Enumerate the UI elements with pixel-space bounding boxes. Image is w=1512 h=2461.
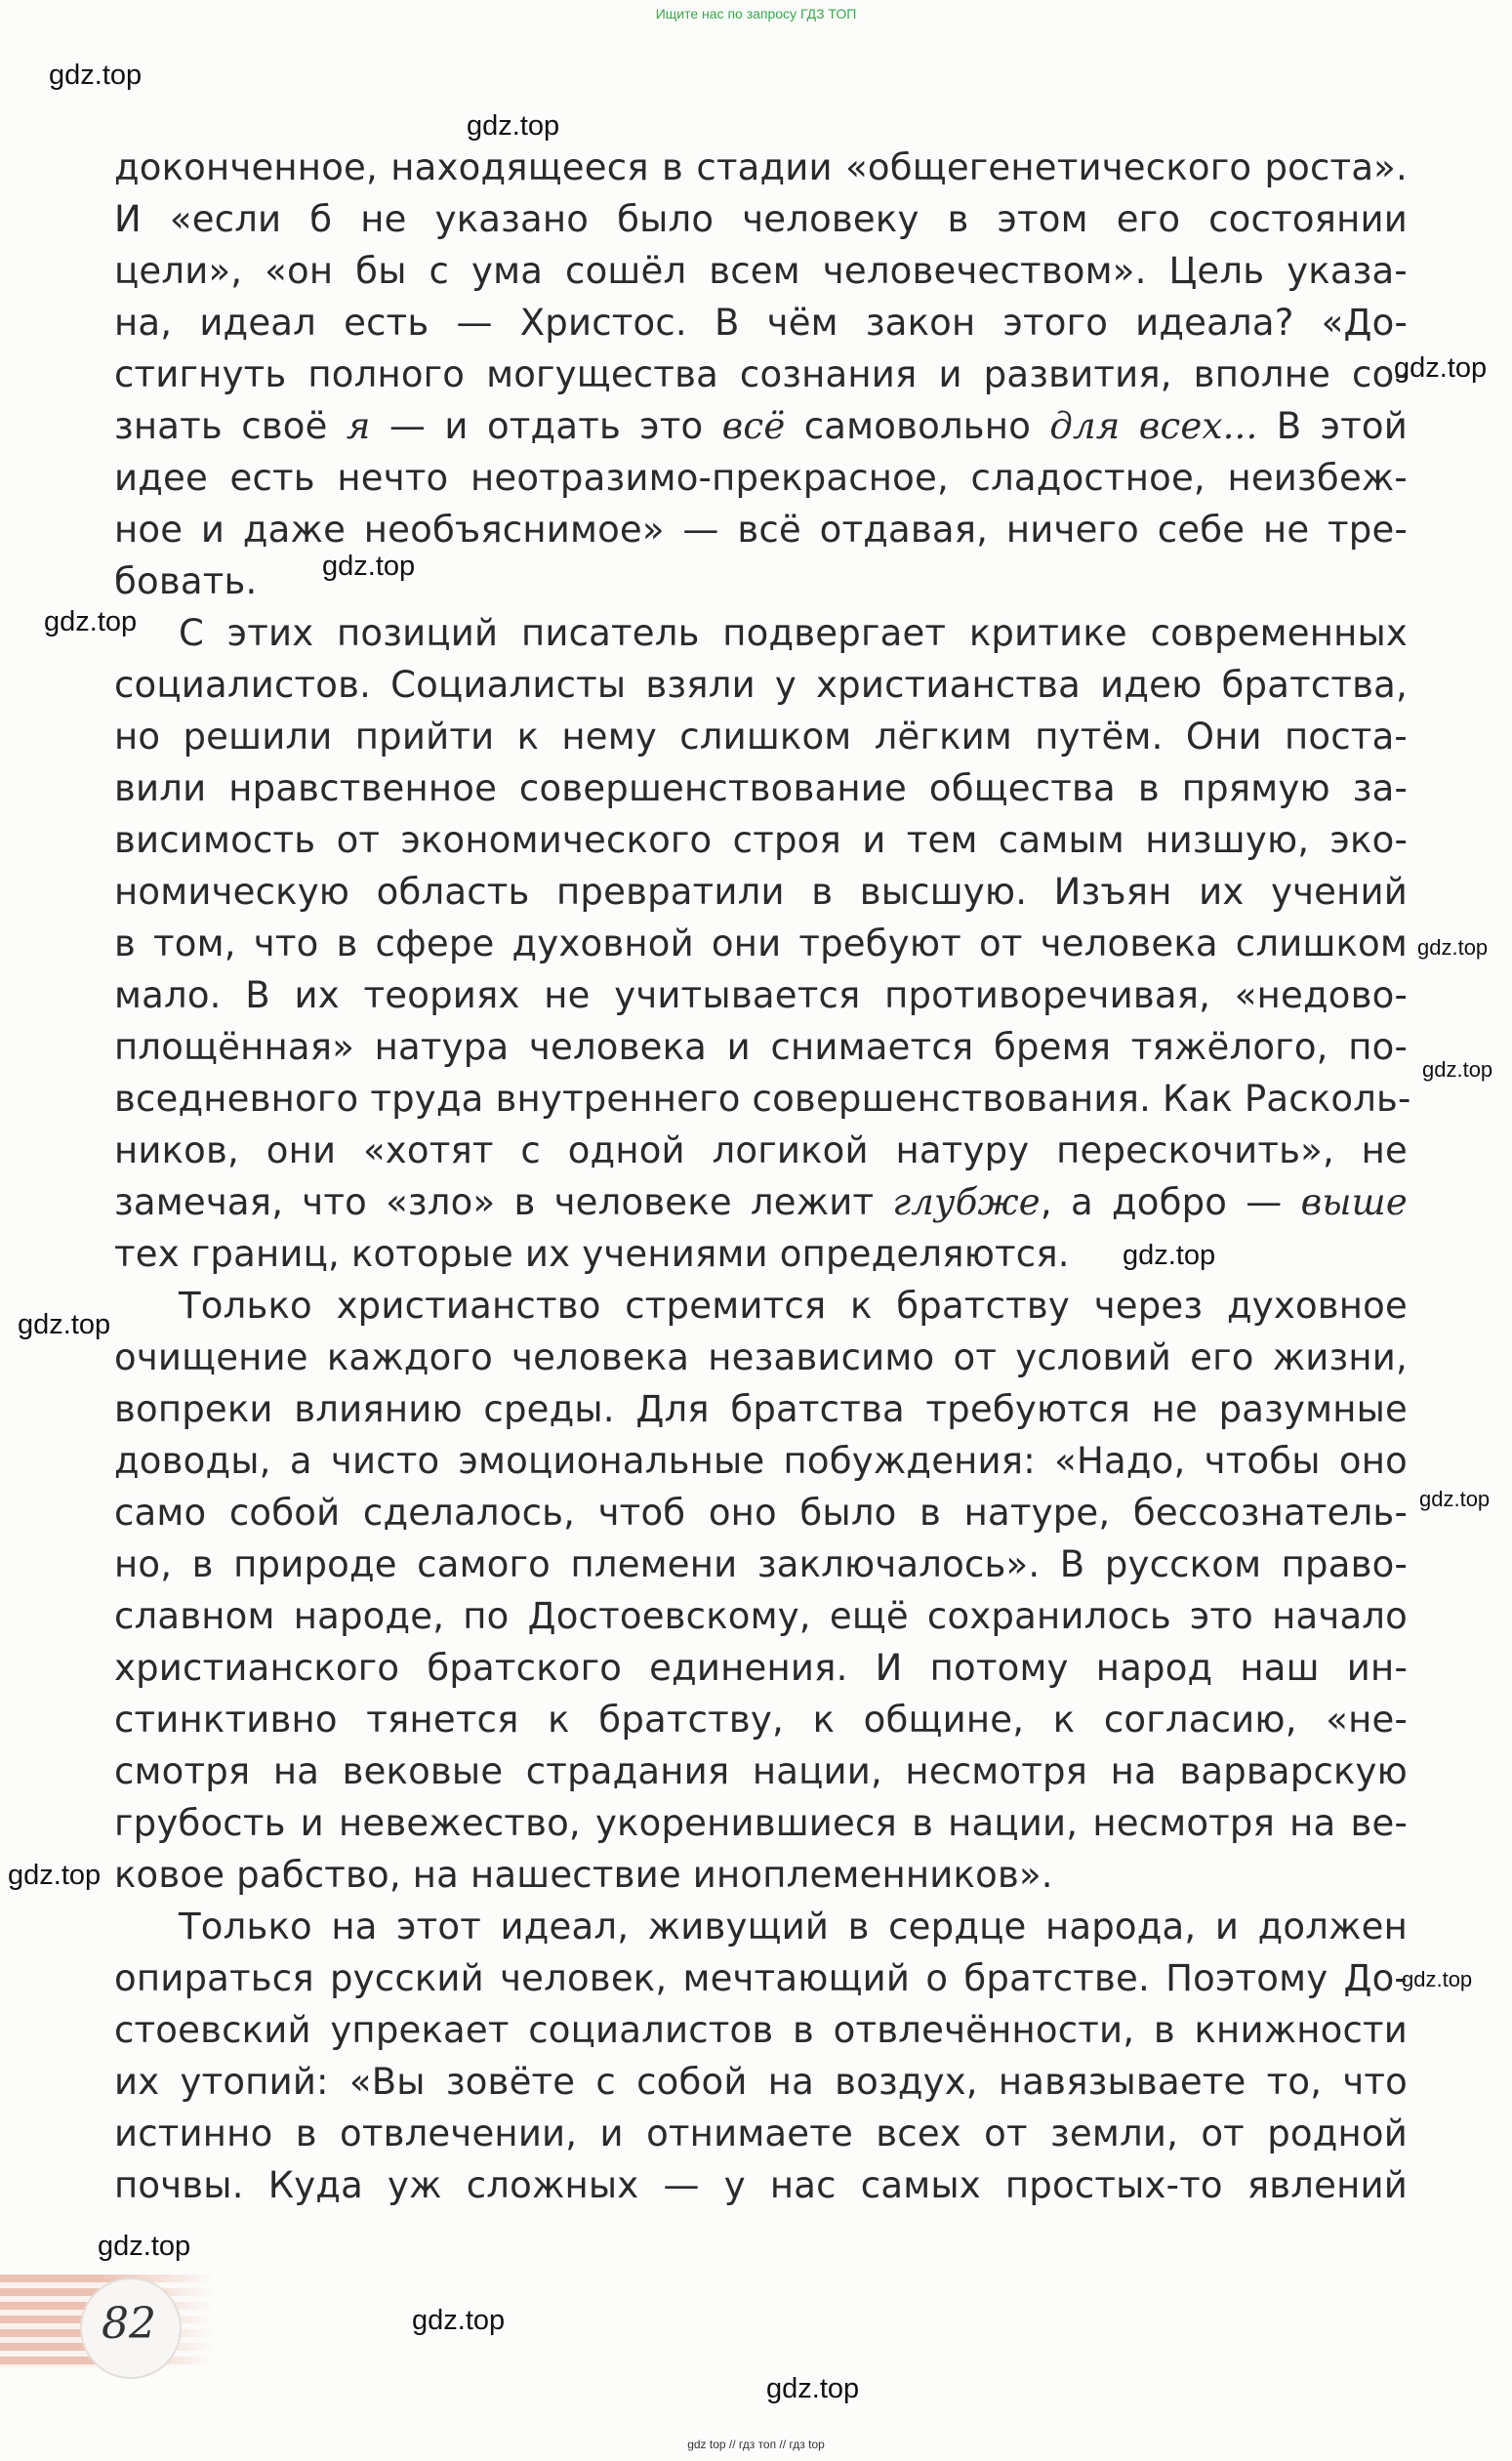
- text-run: знать своё: [114, 405, 347, 447]
- text-line: вседневного труда внутреннего совершенствования. Как Расколь-: [114, 1078, 1411, 1120]
- text-line: вопреки влиянию среды. Для братства требуются не разумные: [114, 1388, 1408, 1430]
- watermark: gdz.top: [467, 110, 560, 142]
- text-line: ковое рабство, на нашествие иноплеменников».: [114, 1854, 1053, 1896]
- text-line: опираться русский человек, мечтающий о братстве. Поэтому До-: [114, 1957, 1408, 1999]
- text-line: смотря на вековые страдания нации, несмотря на варварскую: [114, 1750, 1408, 1792]
- text-line: грубость и невежество, укоренившиеся в нации, несмотря на ве-: [114, 1802, 1408, 1844]
- text-line: цели», «он бы с ума сошёл всем человечеством». Цель указа-: [114, 250, 1408, 292]
- text-line: номическую область превратили в высшую. Изъян их учений: [114, 871, 1408, 913]
- watermark: gdz.top: [8, 1860, 102, 1891]
- body-text: [114, 142, 1411, 2211]
- watermark: gdz.top: [1123, 1240, 1216, 1271]
- text-line: истинно в отвлечении, и отнимаете всех от земли, от родной: [114, 2112, 1408, 2154]
- text-line: славном народе, по Достоевскому, ещё сохранилось это начало: [114, 1595, 1408, 1637]
- text-run: , а добро —: [1040, 1181, 1301, 1223]
- bottom-banner: gdz top // гдз топ // гдз top: [687, 2438, 825, 2451]
- top-banner: Ищите нас по запросу ГДЗ ТОП: [655, 6, 857, 21]
- italic-text: для всех...: [1049, 405, 1258, 447]
- text-line: И «если б не указано было человеку в этом его состоянии: [114, 198, 1408, 240]
- text-line: стинктивно тянется к братству, к общине, к согласию, «не-: [114, 1699, 1408, 1741]
- italic-text: выше: [1300, 1181, 1408, 1223]
- text-line: [114, 1176, 1408, 1228]
- text-line: почвы. Куда уж сложных — у нас самых простых-то явлений: [114, 2164, 1408, 2206]
- text-run: самовольно: [785, 405, 1050, 447]
- text-line: С этих позиций писатель подвергает критике современных: [179, 612, 1408, 654]
- watermark: gdz.top: [322, 551, 416, 582]
- watermark: gdz.top: [1417, 935, 1489, 960]
- text-line: бовать.: [114, 560, 258, 602]
- text-line: вили нравственное совершенствование общества в прямую за-: [114, 767, 1408, 809]
- text-line: ное и даже необъяснимое» — всё отдавая, ничего себе не тре-: [114, 509, 1408, 551]
- italic-text: глубже: [892, 1181, 1041, 1223]
- text-line: площённая» натура человека и снимается бремя тяжёлого, по-: [114, 1026, 1408, 1068]
- watermark: gdz.top: [766, 2373, 860, 2404]
- text-line: Только христианство стремится к братству через духовное: [179, 1285, 1408, 1327]
- text-line: доконченное, находящееся в стадии «общегенетического роста».: [114, 146, 1408, 188]
- page-number: 82: [102, 2299, 156, 2349]
- text-run: замечая, что «зло» в человеке лежит: [114, 1181, 893, 1223]
- text-run: В этой: [1257, 405, 1409, 447]
- text-line: Только на этот идеал, живущий в сердце народа, и должен: [179, 1906, 1408, 1948]
- watermark: gdz.top: [1402, 1967, 1473, 1991]
- text-line: висимость от экономического строя и тем самым низшую, эко-: [114, 819, 1408, 861]
- text-line: доводы, а чисто эмоциональные побуждения: «Надо, чтобы оно: [114, 1440, 1408, 1482]
- italic-text: всё: [721, 405, 786, 447]
- watermark: gdz.top: [49, 60, 143, 91]
- text-line: на, идеал есть — Христос. В чём закон этого идеала? «До-: [114, 302, 1408, 344]
- text-line: ников, они «хотят с одной логикой натуру перескочить», не: [114, 1129, 1408, 1171]
- watermark: gdz.top: [98, 2231, 191, 2262]
- watermark: gdz.top: [412, 2305, 506, 2336]
- text-line: в том, что в сфере духовной они требуют от человека слишком: [114, 923, 1408, 964]
- watermark: gdz.top: [1394, 352, 1488, 384]
- text-line: христианского братского единения. И потому народ наш ин-: [114, 1647, 1408, 1689]
- text-line: само собой сделалось, чтоб оно было в натуре, бессознатель-: [114, 1492, 1408, 1534]
- watermark: gdz.top: [44, 606, 138, 637]
- watermark: gdz.top: [1422, 1057, 1493, 1082]
- watermark: gdz.top: [18, 1309, 111, 1340]
- watermark: gdz.top: [1419, 1487, 1491, 1511]
- text-line: идее есть нечто неотразимо-прекрасное, сладостное, неизбеж-: [114, 457, 1408, 499]
- text-line: мало. В их теориях не учитывается противоречивая, «недово-: [114, 974, 1408, 1016]
- text-line: но, в природе самого племени заключалось». В русском право-: [114, 1543, 1408, 1585]
- text-line: стигнуть полного могущества сознания и развития, вполне со-: [114, 353, 1408, 395]
- italic-text: я: [346, 405, 371, 447]
- text-line: тех границ, которые их учениями определяются.: [114, 1233, 1070, 1275]
- text-run: — и отдать это: [370, 405, 722, 447]
- text-line: очищение каждого человека независимо от условий его жизни,: [114, 1336, 1408, 1378]
- text-line: но решили прийти к нему слишком лёгким путём. Они поста-: [114, 716, 1408, 758]
- text-line: [114, 400, 1408, 452]
- text-line: социалистов. Социалисты взяли у христианства идею братства,: [114, 664, 1408, 706]
- text-line: стоевский упрекает социалистов в отвлечённости, в книжности: [114, 2009, 1408, 2051]
- text-line: их утопий: «Вы зовёте с собой на воздух, навязываете то, что: [114, 2061, 1408, 2103]
